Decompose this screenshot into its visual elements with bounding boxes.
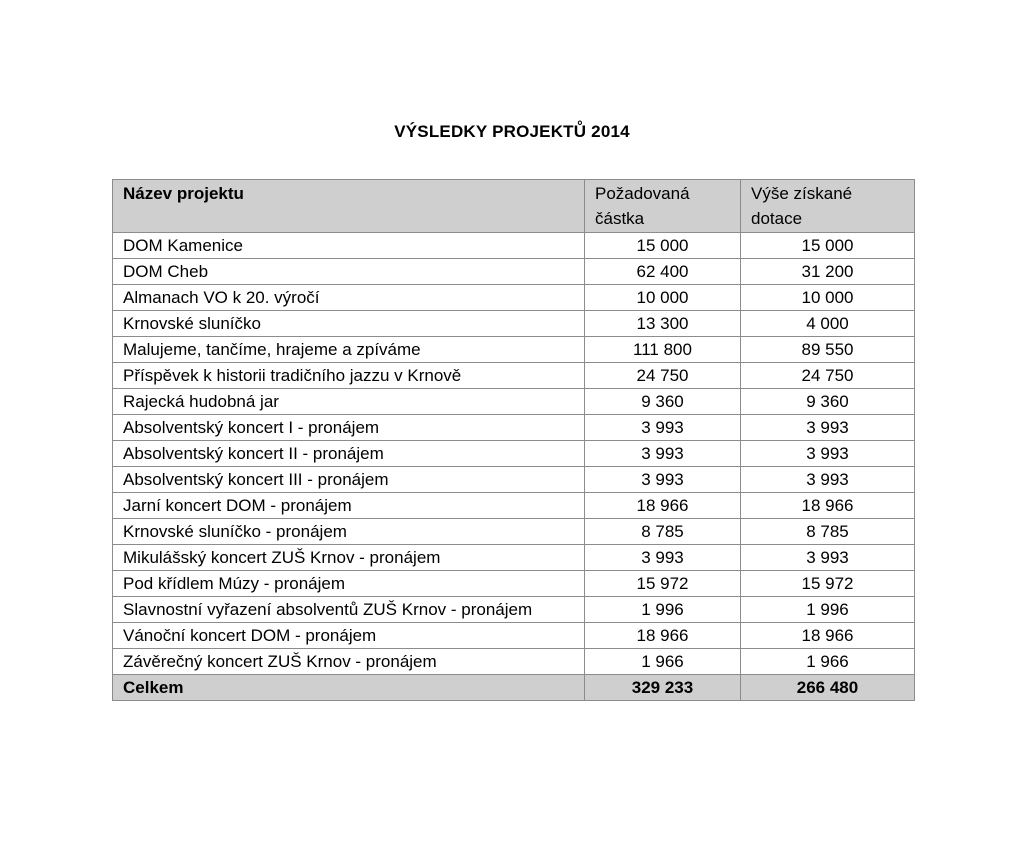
project-name-cell: Pod křídlem Múzy - pronájem — [113, 571, 585, 597]
granted-amount-cell: 1 966 — [741, 649, 915, 675]
project-name-cell: DOM Cheb — [113, 259, 585, 285]
table-row — [113, 623, 915, 649]
table-row — [113, 545, 915, 571]
granted-amount-cell: 3 993 — [741, 415, 915, 441]
requested-amount-cell: 3 993 — [585, 415, 741, 441]
project-name-cell: Rajecká hudobná jar — [113, 389, 585, 415]
granted-amount-cell: 1 996 — [741, 597, 915, 623]
requested-amount-cell: 1 966 — [585, 649, 741, 675]
project-name-cell: Krnovské sluníčko - pronájem — [113, 519, 585, 545]
project-name-cell: Příspěvek k historii tradičního jazzu v Krnově — [113, 363, 585, 389]
project-name-cell: Vánoční koncert DOM - pronájem — [113, 623, 585, 649]
granted-amount-cell: 18 966 — [741, 623, 915, 649]
project-name-cell: Absolventský koncert I - pronájem — [113, 415, 585, 441]
granted-amount-cell: 24 750 — [741, 363, 915, 389]
requested-amount-cell: 9 360 — [585, 389, 741, 415]
results-table — [112, 179, 915, 701]
table-row — [113, 441, 915, 467]
table-row — [113, 415, 915, 441]
requested-amount-cell: 62 400 — [585, 259, 741, 285]
table-row — [113, 259, 915, 285]
requested-amount-cell: 18 966 — [585, 493, 741, 519]
table-row — [113, 649, 915, 675]
requested-amount-cell: 24 750 — [585, 363, 741, 389]
requested-amount-cell: 3 993 — [585, 545, 741, 571]
granted-amount-cell: 8 785 — [741, 519, 915, 545]
total-label: Celkem — [113, 675, 585, 701]
granted-amount-cell: 3 993 — [741, 441, 915, 467]
table-row — [113, 337, 915, 363]
requested-amount-cell: 111 800 — [585, 337, 741, 363]
granted-amount-cell: 4 000 — [741, 311, 915, 337]
requested-amount-cell: 1 996 — [585, 597, 741, 623]
column-header-name: Název projektu — [113, 180, 585, 233]
granted-amount-cell: 18 966 — [741, 493, 915, 519]
table-row — [113, 519, 915, 545]
granted-amount-cell: 89 550 — [741, 337, 915, 363]
requested-amount-cell: 18 966 — [585, 623, 741, 649]
requested-amount-cell: 10 000 — [585, 285, 741, 311]
project-name-cell: Absolventský koncert III - pronájem — [113, 467, 585, 493]
requested-amount-cell: 15 972 — [585, 571, 741, 597]
requested-amount-cell: 15 000 — [585, 233, 741, 259]
project-name-cell: Malujeme, tančíme, hrajeme a zpíváme — [113, 337, 585, 363]
project-name-cell: Absolventský koncert II - pronájem — [113, 441, 585, 467]
project-name-cell: Almanach VO k 20. výročí — [113, 285, 585, 311]
table-body — [113, 233, 915, 675]
table-row — [113, 311, 915, 337]
project-name-cell: Krnovské sluníčko — [113, 311, 585, 337]
column-header-requested: Požadovaná částka — [585, 180, 741, 233]
granted-amount-cell: 31 200 — [741, 259, 915, 285]
project-name-cell: DOM Kamenice — [113, 233, 585, 259]
granted-amount-cell: 10 000 — [741, 285, 915, 311]
granted-amount-cell: 15 972 — [741, 571, 915, 597]
table-row — [113, 233, 915, 259]
requested-amount-cell: 8 785 — [585, 519, 741, 545]
project-name-cell: Mikulášský koncert ZUŠ Krnov - pronájem — [113, 545, 585, 571]
project-name-cell: Jarní koncert DOM - pronájem — [113, 493, 585, 519]
table-row — [113, 285, 915, 311]
project-name-cell: Slavnostní vyřazení absolventů ZUŠ Krnov - pronájem — [113, 597, 585, 623]
table-row — [113, 597, 915, 623]
table-row — [113, 363, 915, 389]
requested-amount-cell: 3 993 — [585, 467, 741, 493]
total-requested: 329 233 — [585, 675, 741, 701]
total-row — [113, 675, 915, 701]
granted-amount-cell: 9 360 — [741, 389, 915, 415]
table-row — [113, 571, 915, 597]
granted-amount-cell: 15 000 — [741, 233, 915, 259]
granted-amount-cell: 3 993 — [741, 467, 915, 493]
requested-amount-cell: 3 993 — [585, 441, 741, 467]
total-granted: 266 480 — [741, 675, 915, 701]
table-row — [113, 493, 915, 519]
table-row — [113, 389, 915, 415]
granted-amount-cell: 3 993 — [741, 545, 915, 571]
table-row — [113, 467, 915, 493]
project-name-cell: Závěrečný koncert ZUŠ Krnov - pronájem — [113, 649, 585, 675]
requested-amount-cell: 13 300 — [585, 311, 741, 337]
table-header-row — [113, 180, 915, 233]
column-header-granted: Výše získané dotace — [741, 180, 915, 233]
document-title: VÝSLEDKY PROJEKTŮ 2014 — [394, 122, 630, 141]
